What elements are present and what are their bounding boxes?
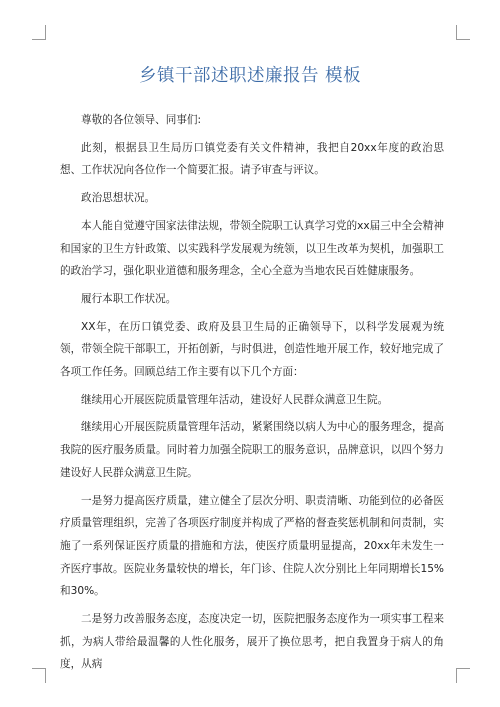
- paragraph: 二是努力改善服务态度，态度决定一切，医院把服务态度作为一项实事工程来抓，为病人带给最温馨的人性化服务，展开了换位思考，把自我置身于病人的角度，从病: [60, 613, 444, 671]
- crop-mark-top-right: [456, 25, 470, 40]
- crop-mark-top-left: [32, 25, 46, 40]
- paragraph: 继续用心开展医院质量管理年活动，建设好人民群众满意卫生院。: [81, 393, 389, 406]
- paragraph: 此刻，根据县卫生局历口镇党委有关文件精神，我把自20xx年度的政治思想、工作状况向各位作一个简要汇报。请予审查与评议。: [60, 141, 444, 177]
- paragraph: XX年，在历口镇党委、政府及县卫生局的正确领导下，以科学发展观为统领，带领全院干部职工，开拓创新，与时俱进，创造性地开展工作，较好地完成了各项工作任务。回顾总结工作主要有以下几个方面：: [60, 320, 444, 379]
- section-heading: 履行本职工作状况。: [81, 292, 177, 305]
- salutation: 尊敬的各位领导、同事们:: [81, 114, 202, 126]
- paragraph: 一是努力提高医疗质量，建立健全了层次分明、职责清晰、功能到位的必备医疗质量管理组织，完善了各项医疗制度并构成了严格的督查奖惩机制和问责制，实施了一系列保证医疗质量的措施和方法，使医疗质量明显提高，20xx年未发生一齐医疗事故。医院业务量较快的增长，年门诊、住院人次分别比上年同期增长15%和30%。: [60, 494, 444, 598]
- crop-mark-bottom-right: [456, 668, 470, 683]
- document-body: [60, 109, 444, 681]
- section-heading: 政治思想状况。: [81, 192, 156, 205]
- crop-mark-bottom-left: [32, 668, 46, 683]
- paragraph: 本人能自觉遵守国家法律法规，带领全院职工认真学习党的xx届三中全会精神和国家的卫生方针政策、以实践科学发展观为统领，以卫生改革为契机，加强职工的政治学习，强化职业道德和服务理念，全心全意为当地农民百姓健康服务。: [60, 219, 444, 278]
- paragraph: 继续用心开展医院质量管理年活动，紧紧围绕以病人为中心的服务理念，提高我院的医疗服务质量。同时着力加强全院职工的服务意识，品牌意识，以四个努力建设好人民群众满意卫生院。: [60, 421, 444, 479]
- document-title: 乡镇干部述职述廉报告 模板: [138, 66, 362, 86]
